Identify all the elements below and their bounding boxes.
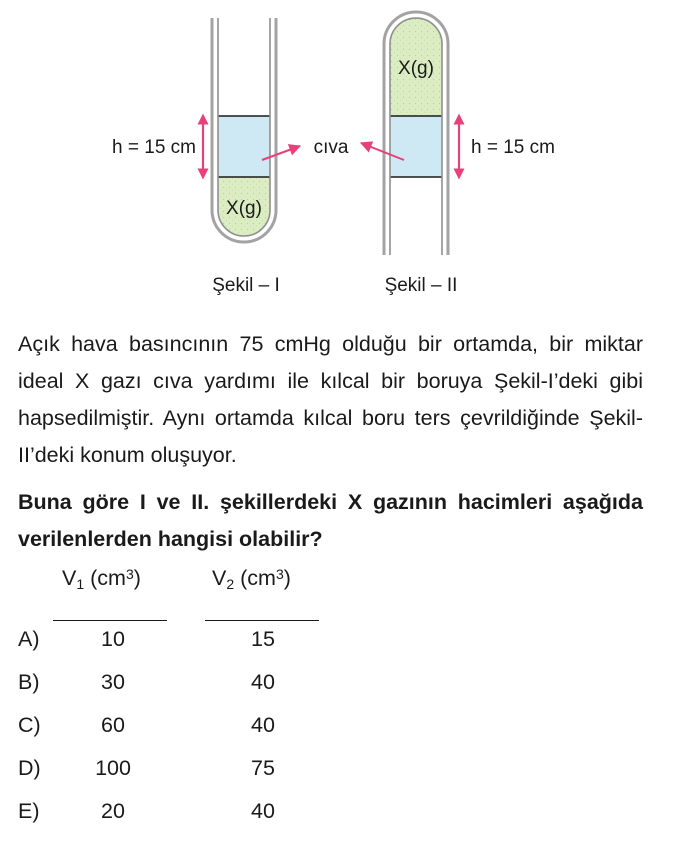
option-letter: E) [18, 799, 40, 823]
option-letter: D) [18, 756, 41, 780]
option-a[interactable] [0, 627, 674, 657]
question-prompt-text: Buna göre I ve II. şekillerdeki X gazının hacimleri aşağıda verilenlerden hangisi olabilir? [18, 490, 643, 551]
v2-symbol: V [212, 566, 227, 590]
column-header-v2 [212, 566, 291, 591]
v2-superscript: 3 [275, 566, 284, 582]
caption-figure-2: Şekil – II [384, 275, 458, 296]
tube-figure [0, 0, 674, 310]
option-letter: B) [18, 670, 40, 694]
gas-label-1: X(g) [226, 198, 262, 219]
v2-unit-close: ) [283, 566, 291, 590]
option-v2: 40 [251, 670, 275, 694]
option-v1: 60 [101, 713, 125, 737]
option-v1: 20 [101, 799, 125, 823]
option-e[interactable] [0, 799, 674, 829]
option-letter: A) [18, 627, 40, 651]
question-paragraph [18, 326, 643, 474]
v1-symbol: V [62, 566, 77, 590]
question-text: Açık hava basıncının 75 cmHg olduğu bir ortamda, bir miktar ideal X gazı cıva yardımı ile kılcal bir boruya Şekil-I’deki gibi hapsedilmiştir. Aynı ortamda kılcal boru ters çevrildiğinde Şekil-II’deki konum oluşuyor. [18, 332, 643, 467]
column-header-v1 [62, 566, 141, 591]
option-v1: 100 [95, 756, 131, 780]
option-v1: 30 [101, 670, 125, 694]
mercury-label: cıva [313, 137, 349, 158]
gas-label-2: X(g) [398, 58, 434, 79]
column-rule-v1 [53, 620, 167, 621]
option-v2: 15 [251, 627, 275, 651]
v1-unit-close: ) [133, 566, 141, 590]
column-rule-v2 [205, 620, 319, 621]
height-label-right: h = 15 cm [471, 137, 555, 158]
option-c[interactable] [0, 713, 674, 743]
option-v1: 10 [101, 627, 125, 651]
v2-unit: (cm [240, 566, 276, 590]
tube-2-mercury [390, 116, 442, 177]
height-label-left: h = 15 cm [112, 137, 196, 158]
tube-2 [384, 12, 448, 255]
v2-subscript: 2 [226, 576, 235, 592]
option-letter: C) [18, 713, 41, 737]
option-v2: 75 [251, 756, 275, 780]
option-b[interactable] [0, 670, 674, 700]
option-v2: 40 [251, 799, 275, 823]
v1-superscript: 3 [125, 566, 134, 582]
option-d[interactable] [0, 756, 674, 786]
caption-figure-1: Şekil – I [212, 275, 280, 296]
option-v2: 40 [251, 713, 275, 737]
v1-unit: (cm [90, 566, 126, 590]
tube-1-mercury [218, 116, 270, 177]
question-prompt [18, 484, 643, 558]
v1-subscript: 1 [76, 576, 85, 592]
